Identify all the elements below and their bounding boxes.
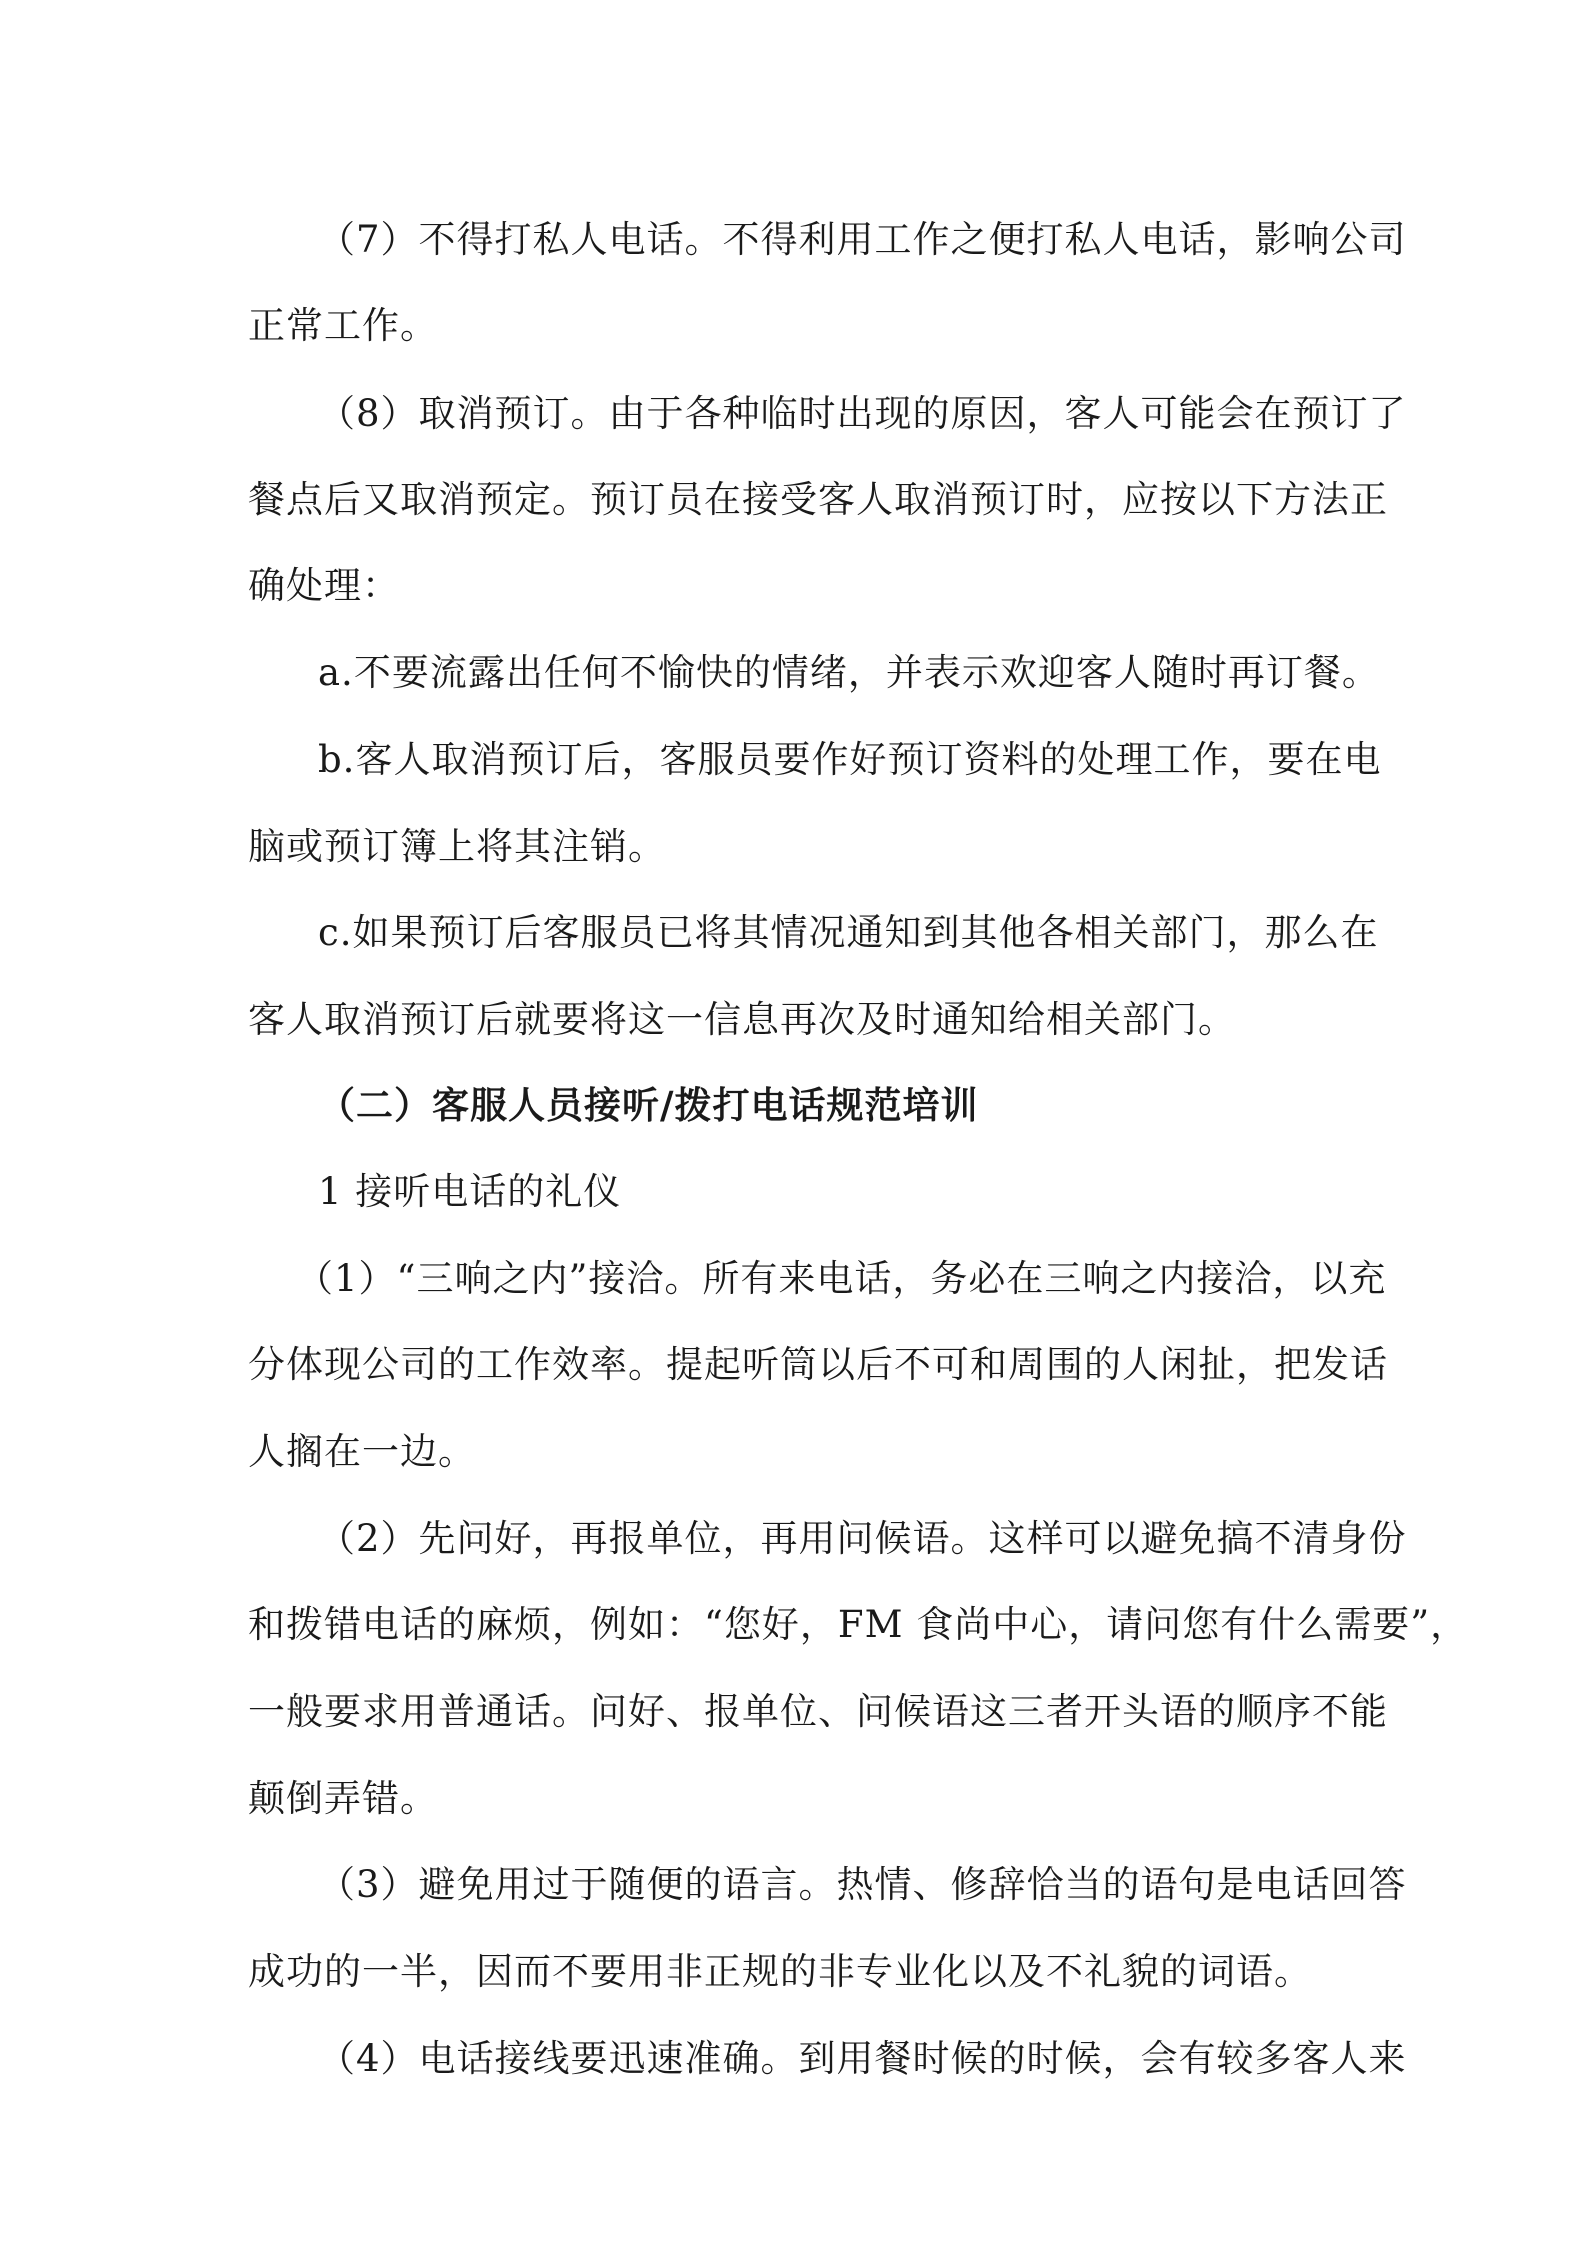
rule-2-line-4: 颠倒弄错。 xyxy=(248,1777,438,1820)
paragraph-7-line-1: （7）不得打私人电话。不得利用工作之便打私人电话，影响公司 xyxy=(318,218,1407,261)
paragraph-7-line-2: 正常工作。 xyxy=(248,304,438,347)
subsection-title: 1 接听电话的礼仪 xyxy=(318,1170,622,1213)
paragraph-8-line-3: 确处理： xyxy=(248,564,400,607)
rule-3-line-2: 成功的一半，因而不要用非正规的非专业化以及不礼貌的词语。 xyxy=(248,1950,1312,1993)
rule-2-line-1: （2）先问好，再报单位，再用问候语。这样可以避免搞不清身份 xyxy=(318,1517,1407,1560)
rule-3-line-1: （3）避免用过于随便的语言。热情、修辞恰当的语句是电话回答 xyxy=(318,1863,1407,1906)
paragraph-8-line-1: （8）取消预订。由于各种临时出现的原因，客人可能会在预订了 xyxy=(318,392,1407,435)
item-b-line-2: 脑或预订簿上将其注销。 xyxy=(248,825,666,868)
item-c-line-2: 客人取消预订后就要将这一信息再次及时通知给相关部门。 xyxy=(248,998,1236,1041)
item-c-line-1: c.如果预订后客服员已将其情况通知到其他各相关部门，那么在 xyxy=(318,911,1379,954)
rule-1-line-2: 分体现公司的工作效率。提起听筒以后不可和周围的人闲扯，把发话 xyxy=(248,1343,1388,1386)
item-a-line-1: a.不要流露出任何不愉快的情绪，并表示欢迎客人随时再订餐。 xyxy=(318,651,1380,694)
section-heading: （二）客服人员接听/拨打电话规范培训 xyxy=(318,1084,979,1127)
rule-1-line-1: （1）“三响之内”接洽。所有来电话，务必在三响之内接洽，以充 xyxy=(296,1257,1387,1300)
item-b-line-1: b.客人取消预订后，客服员要作好预订资料的处理工作，要在电 xyxy=(318,738,1382,781)
rule-1-line-3: 人搁在一边。 xyxy=(248,1430,476,1473)
rule-2-line-3: 一般要求用普通话。问好、报单位、问候语这三者开头语的顺序不能 xyxy=(248,1690,1388,1733)
rule-4-line-1: （4）电话接线要迅速准确。到用餐时候的时候，会有较多客人来 xyxy=(318,2037,1407,2080)
paragraph-8-line-2: 餐点后又取消预定。预订员在接受客人取消预订时，应按以下方法正 xyxy=(248,478,1388,521)
rule-2-line-2: 和拨错电话的麻烦，例如：“您好，FM 食尚中心，请问您有什么需要”， xyxy=(248,1603,1469,1646)
